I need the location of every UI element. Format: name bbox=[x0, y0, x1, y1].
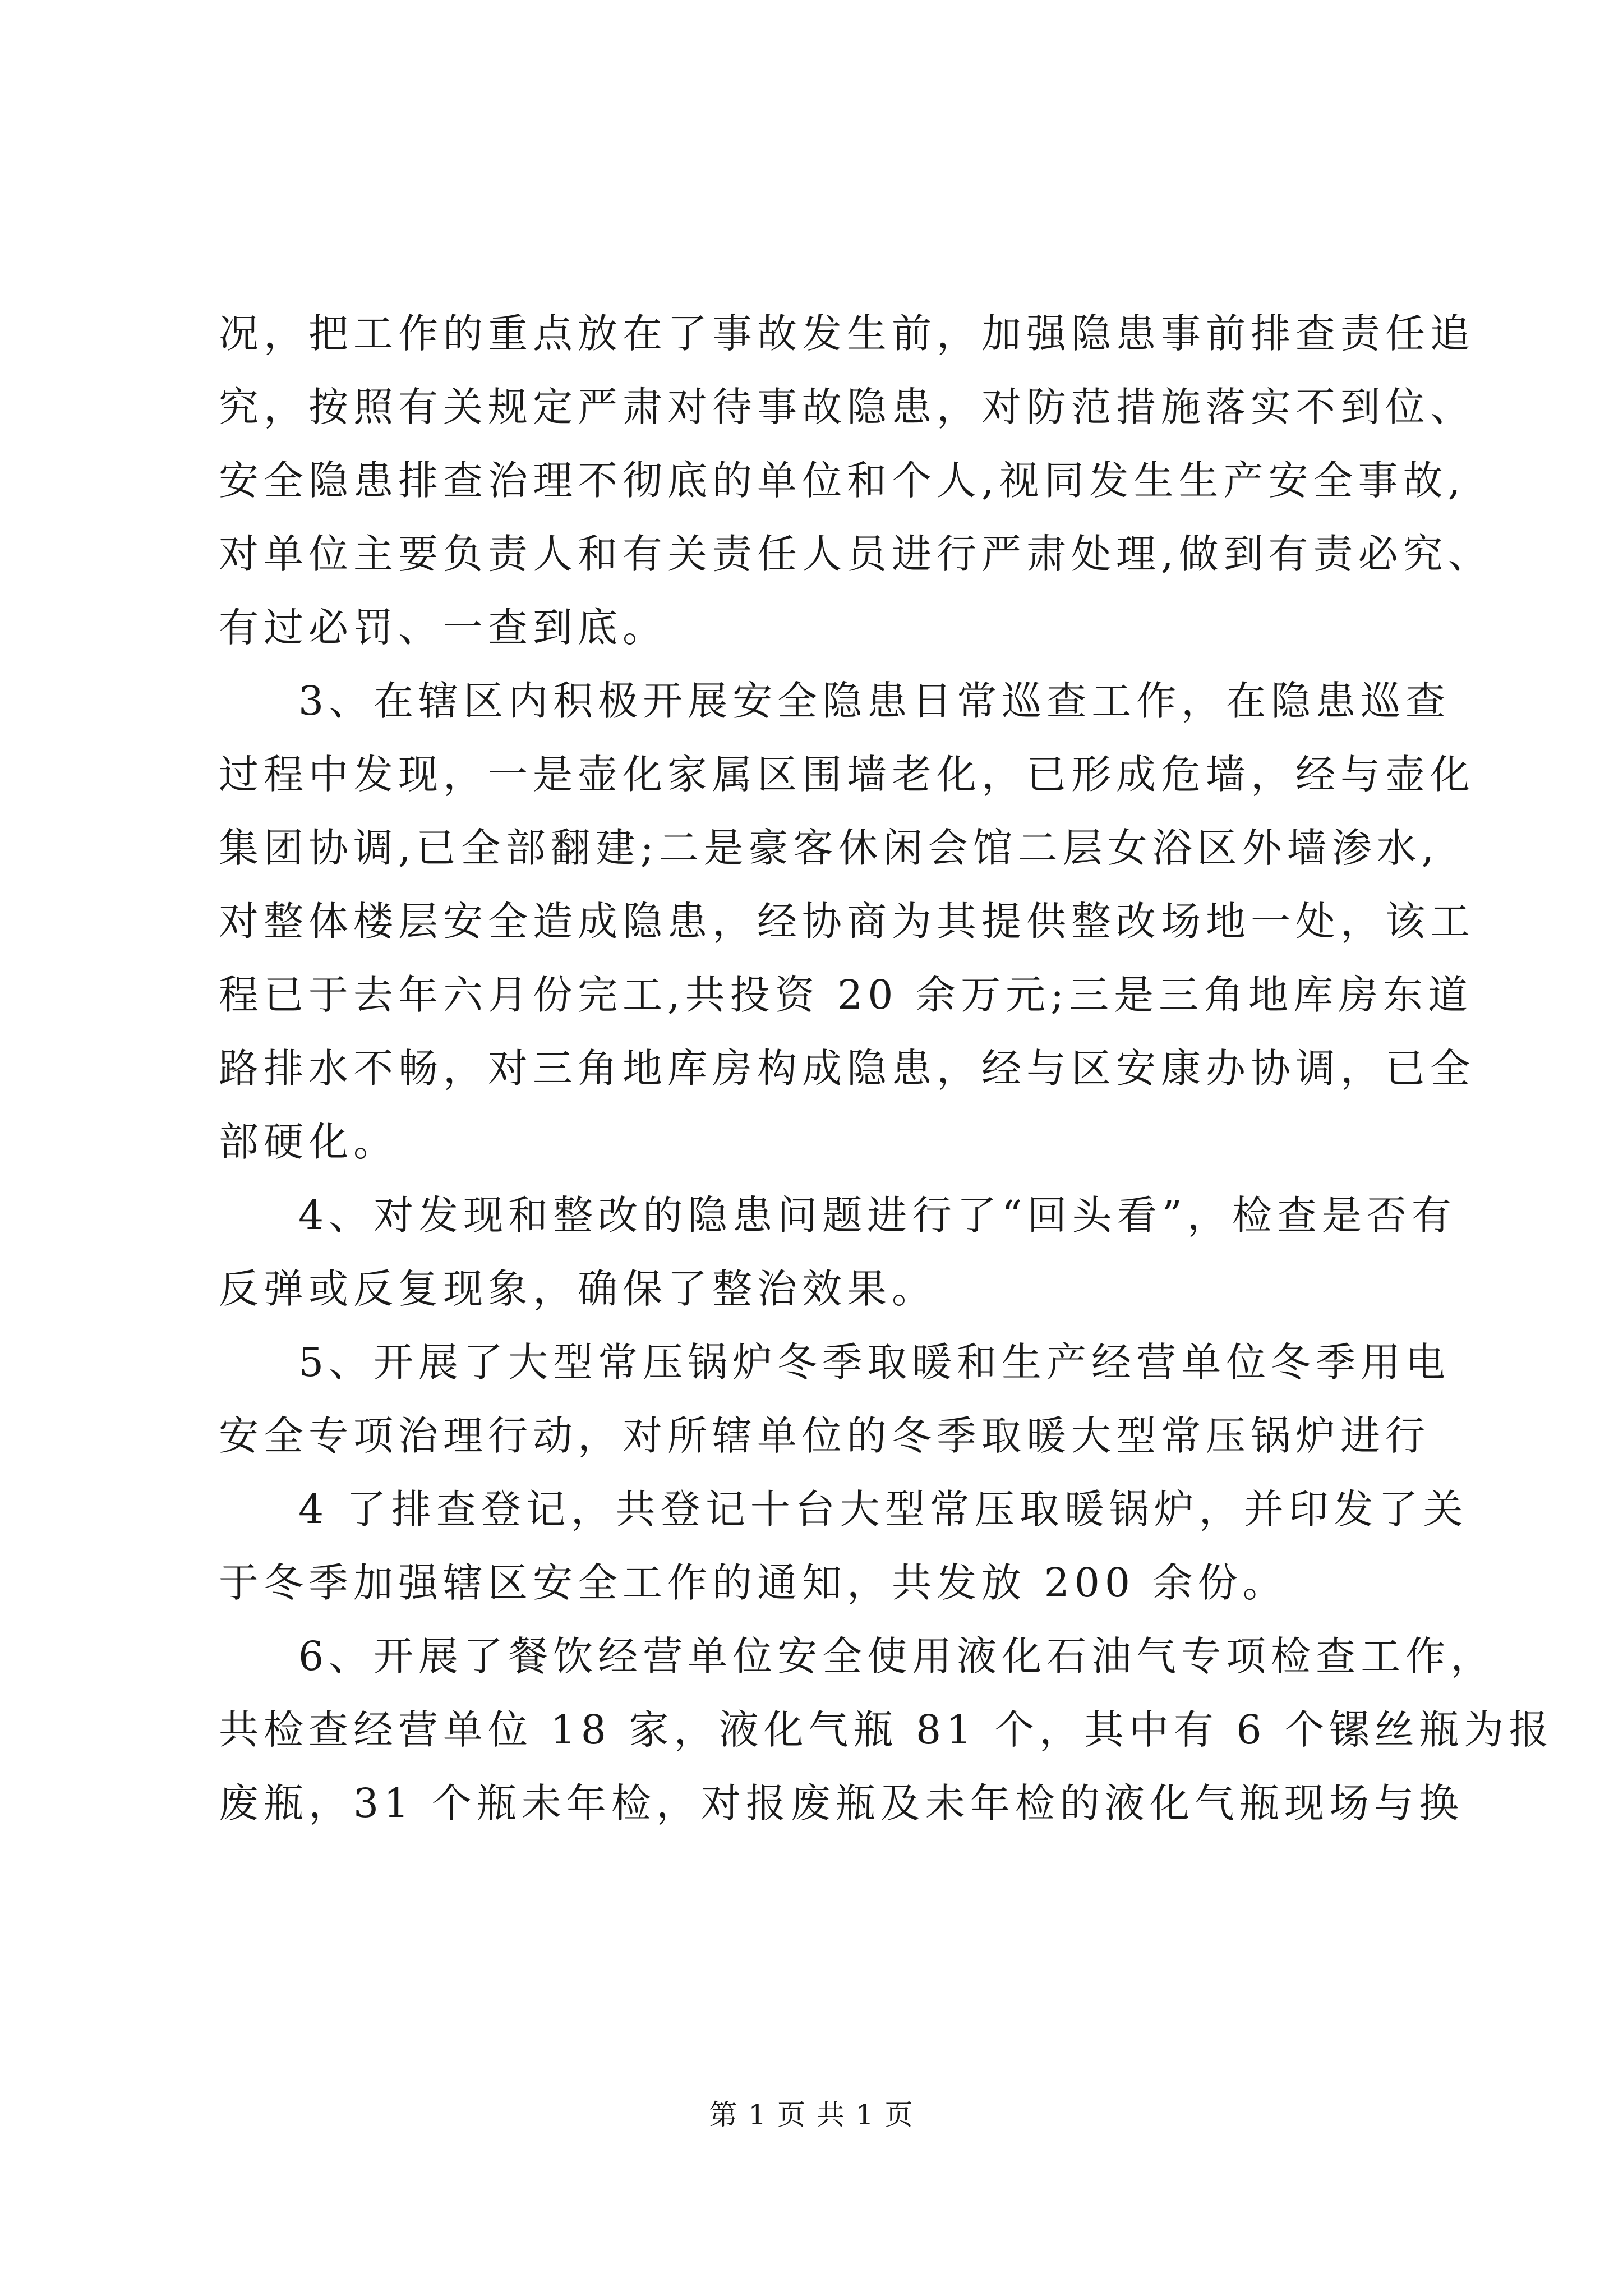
page-footer: 第 1 页 共 1 页 bbox=[709, 2099, 914, 2131]
paragraph-start-line: 6、开展了餐饮经营单位安全使用液化石油气专项检查工作， bbox=[298, 1633, 1496, 1680]
paragraph-start-line: 4、对发现和整改的隐患问题进行了“回头看”，检查是否有 bbox=[298, 1192, 1456, 1239]
text-line: 集团协调,已全部翻建;二是豪客休闲会馆二层女浴区外墙渗水, bbox=[219, 825, 1440, 871]
text-line: 反弹或反复现象，确保了整治效果。 bbox=[219, 1266, 937, 1312]
text-line: 程已于去年六月份完工,共投资 20 余万元;三是三角地库房东道 bbox=[219, 972, 1473, 1018]
text-line: 过程中发现，一是壶化家属区围墙老化，已形成危墙，经与壶化 bbox=[219, 751, 1476, 798]
text-line: 废瓶，31 个瓶未年检，对报废瓶及未年检的液化气瓶现场与换 bbox=[219, 1780, 1464, 1826]
text-line: 有过必罚、一查到底。 bbox=[219, 604, 668, 651]
paragraph-start-line: 4 了排查登记，共登记十台大型常压取暖锅炉，并印发了关 bbox=[298, 1486, 1468, 1533]
text-line: 对整体楼层安全造成隐患，经协商为其提供整改场地一处，该工 bbox=[219, 898, 1476, 945]
text-line: 对单位主要负责人和有关责任人员进行严肃处理,做到有责必究、 bbox=[219, 531, 1493, 577]
paragraph-start-line: 5、开展了大型常压锅炉冬季取暖和生产经营单位冬季用电 bbox=[298, 1339, 1451, 1386]
text-line: 共检查经营单位 18 家，液化气瓶 81 个，其中有 6 个镙丝瓶为报 bbox=[219, 1706, 1554, 1753]
text-line: 安全隐患排查治理不彻底的单位和个人,视同发生生产安全事故, bbox=[219, 457, 1466, 504]
text-line: 况，把工作的重点放在了事故发生前，加强隐患事前排查责任追 bbox=[219, 310, 1476, 357]
text-line: 部硬化。 bbox=[219, 1119, 399, 1165]
text-line: 路排水不畅，对三角地库房构成隐患，经与区安康办协调，已全 bbox=[219, 1045, 1476, 1092]
text-line: 安全专项治理行动，对所辖单位的冬季取暖大型常压锅炉进行 bbox=[219, 1412, 1431, 1459]
text-line: 究，按照有关规定严肃对待事故隐患，对防范措施落实不到位、 bbox=[219, 384, 1476, 430]
paragraph-start-line: 3、在辖区内积极开展安全隐患日常巡查工作，在隐患巡查 bbox=[298, 678, 1451, 724]
text-line: 于冬季加强辖区安全工作的通知，共发放 200 余份。 bbox=[219, 1559, 1288, 1606]
